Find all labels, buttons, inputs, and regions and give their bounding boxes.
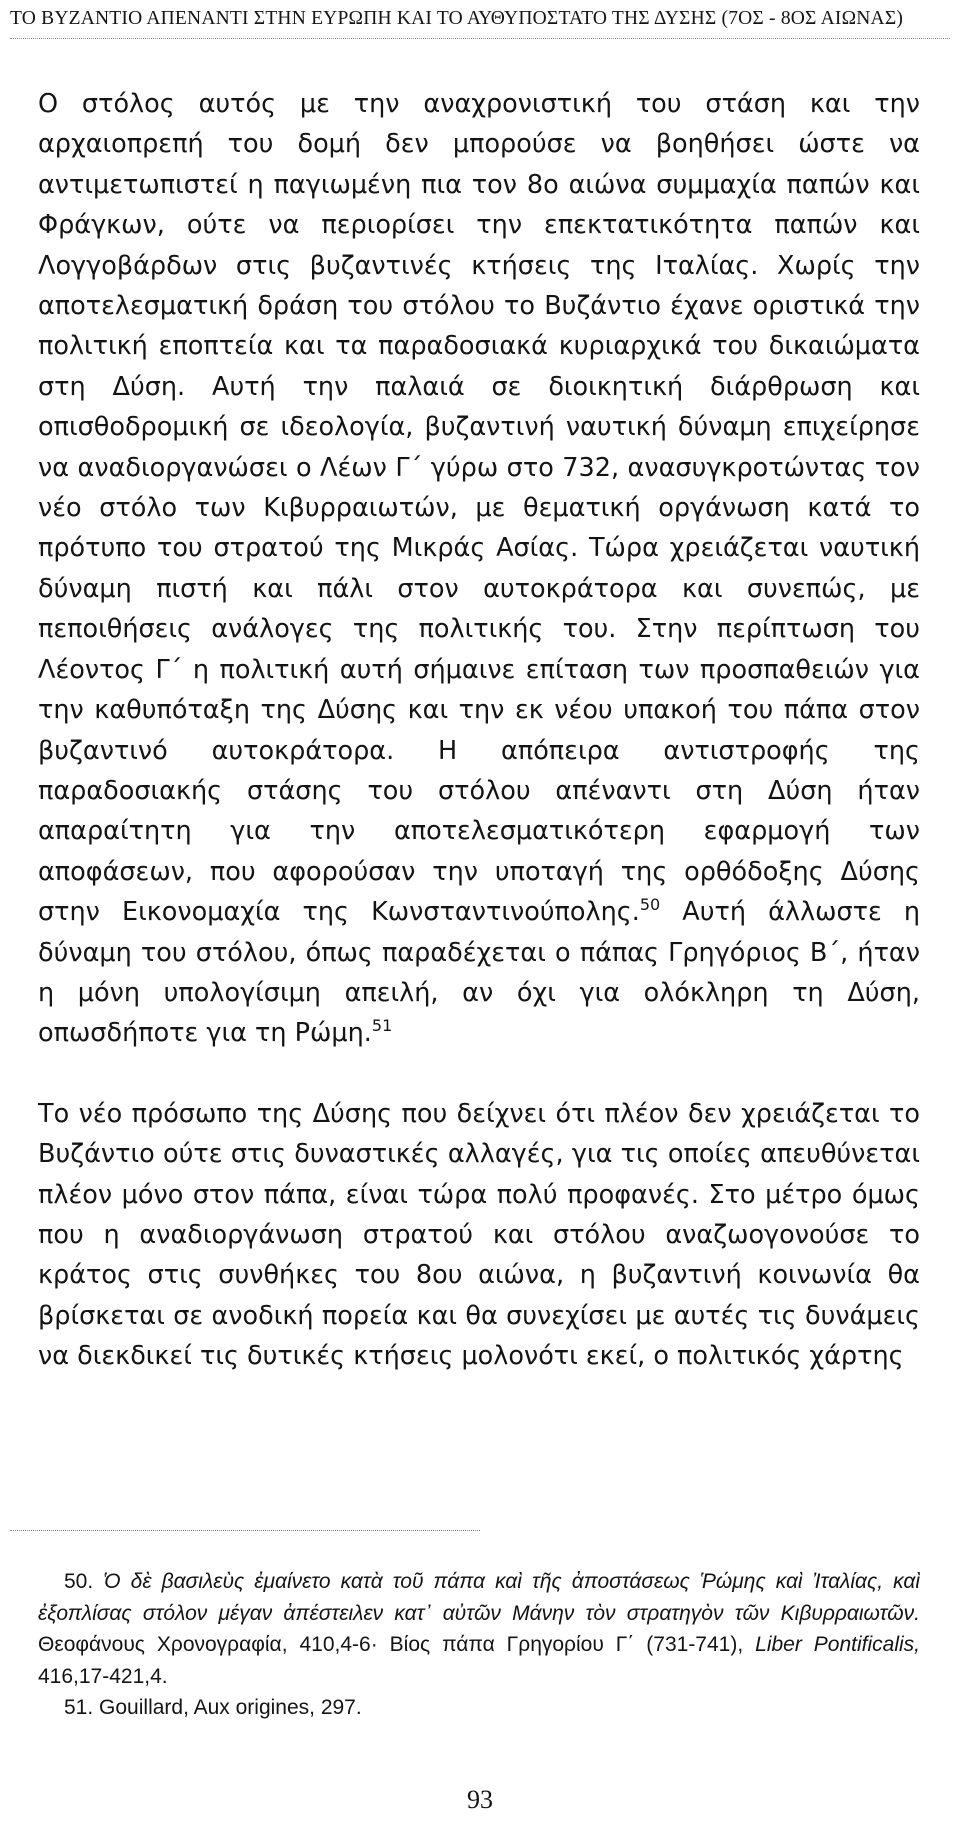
page-number: 93 [467,1785,493,1814]
paragraph-1-text: Ο στόλος αυτός με την αναχρονιστική του στάση και την αρχαιοπρεπή του δομή δεν μπορούσε να βοηθήσει ώστε να αντιμετωπιστεί η παγιωμένη πια τον 8ο αιώνα συμμαχία παπών και Φράγκων, ούτε να περιορίσει την επεκτατικότητα παπών και Λογγοβάρδων στις βυζαντινές κτήσεις της Ιταλίας. Χωρίς την αποτελεσματική δράση του στόλου το Βυζάντιο έχανε οριστικά την πολιτική εποπτεία και τα παραδοσιακά κυριαρχικά του δικαιώματα στη Δύση. Αυτή την παλαιά σε διοικητική διάρθρωση και οπισθοδρομική σε ιδεολογία, βυζαντινή ναυτική δύναμη επιχείρησε να αναδιοργανώσει ο Λέων Γ΄ γύρω στο 732, ανασυγκροτώντας τον νέο στόλο των Κιβυρραιωτών, με θεματική οργάνωση κατά το πρότυπο του στρατού της Μικράς Ασίας. Τώρα χρειάζεται ναυτική δύναμη πιστή και πάλι στον αυτοκράτορα και συνεπώς, με πεποιθήσεις ανάλογες της πολιτικής του. Στην περίπτωση του Λέοντος Γ΄ η πολιτική αυτή σήμαινε επίταση των προσπαθειών για την καθυπόταξη της Δύσης και την εκ νέου υπακοή του πάπα στον βυζαντινό αυτοκράτορα. Η απόπειρα αντιστροφής της παραδοσιακής στάσης του στόλου απέναντι στη Δύση ήταν απαραίτητη για την αποτελεσματικότερη εφαρμογή των αποφάσεων, που αφορούσαν την υποταγή της ορθόδοξης Δύσης στην Εικονομαχία της Κωνσταντινούπολης. [38,89,920,928]
running-header: ΤΟ ΒΥΖΑΝΤΙΟ ΑΠΕΝΑΝΤΙ ΣΤΗΝ ΕΥΡΩΠΗ ΚΑΙ ΤΟ ΑΥΘΥΠΟΣΤΑΤΟ ΤΗΣ ΔΥΣΗΣ (7ΟΣ - 8ΟΣ ΑΙΩΝΑΣ) [10,8,904,29]
footnotes [38,1566,920,1724]
header-rule [10,38,950,39]
footnote-ref-51: 51 [371,1016,393,1036]
footnote-51-text: Gouillard, Aux origines, 297. [99,1696,362,1719]
paragraph-2: Το νέο πρόσωπο της Δύσης που δείχνει ότι πλέον δεν χρειάζεται το Βυζάντιο ούτε στις δυναστικές αλλαγές, για τις οποίες απευθύνεται πλέον μόνο στον πάπα, είναι τώρα πολύ προφανές. Στο μέτρο όμως που η αναδιοργάνωση στρατού και στόλου αναζωογονούσε το κράτος στις συνθήκες του 8ου αιώνα, η βυζαντινή κοινωνία θα βρίσκεται σε ανοδική πορεία και θα συνεχίσει με αυτές τις δυνάμεις να διεκδικεί τις δυτικές κτήσεις μολονότι εκεί, ο πολιτικός χάρτης [38,1098,920,1372]
footnote-50-number: 50. [64,1570,94,1593]
footnote-50-greek-quote: Ὁ δὲ βασιλεὺς ἐμαίνετο κατὰ τοῦ πάπα καὶ τῆς ἀποστάσεως Ῥώμης καὶ Ἰταλίας, καὶ ἐξοπλίσας στόλον μέγαν ἀπέστειλεν κατ᾽ αὐτῶν Μάνην τὸν στρατηγὸν τῶν Κιβυρραιωτῶν. [38,1570,920,1625]
footnote-separator [10,1530,480,1531]
footnote-50-source: Θεοφάνους Χρονογραφία, 410,4-6· Βίος πάπα Γρηγορίου Γ΄ (731-741), [38,1633,756,1656]
footnote-50-liber-pages: 416,17-421,4. [38,1664,168,1688]
main-text [38,84,920,1377]
paragraph-1-text-continued: Αυτή άλλωστε η δύναμη του στόλου, όπως παραδέχεται ο πάπας Γρηγόριος Β΄, ήταν η μόνη υπολογίσιμη απειλή, αν όχι για ολόκληρη τη Δύση, οπωσδήποτε για τη Ρώμη. [38,897,920,1049]
footnote-51 [38,1692,920,1724]
footnote-ref-50: 50 [639,895,661,915]
footnote-51-number: 51. [64,1696,94,1719]
paragraph-1 [38,84,920,1054]
footnote-50-liber-title: Liber Pontificalis, [755,1633,920,1656]
footnote-50 [38,1566,920,1692]
